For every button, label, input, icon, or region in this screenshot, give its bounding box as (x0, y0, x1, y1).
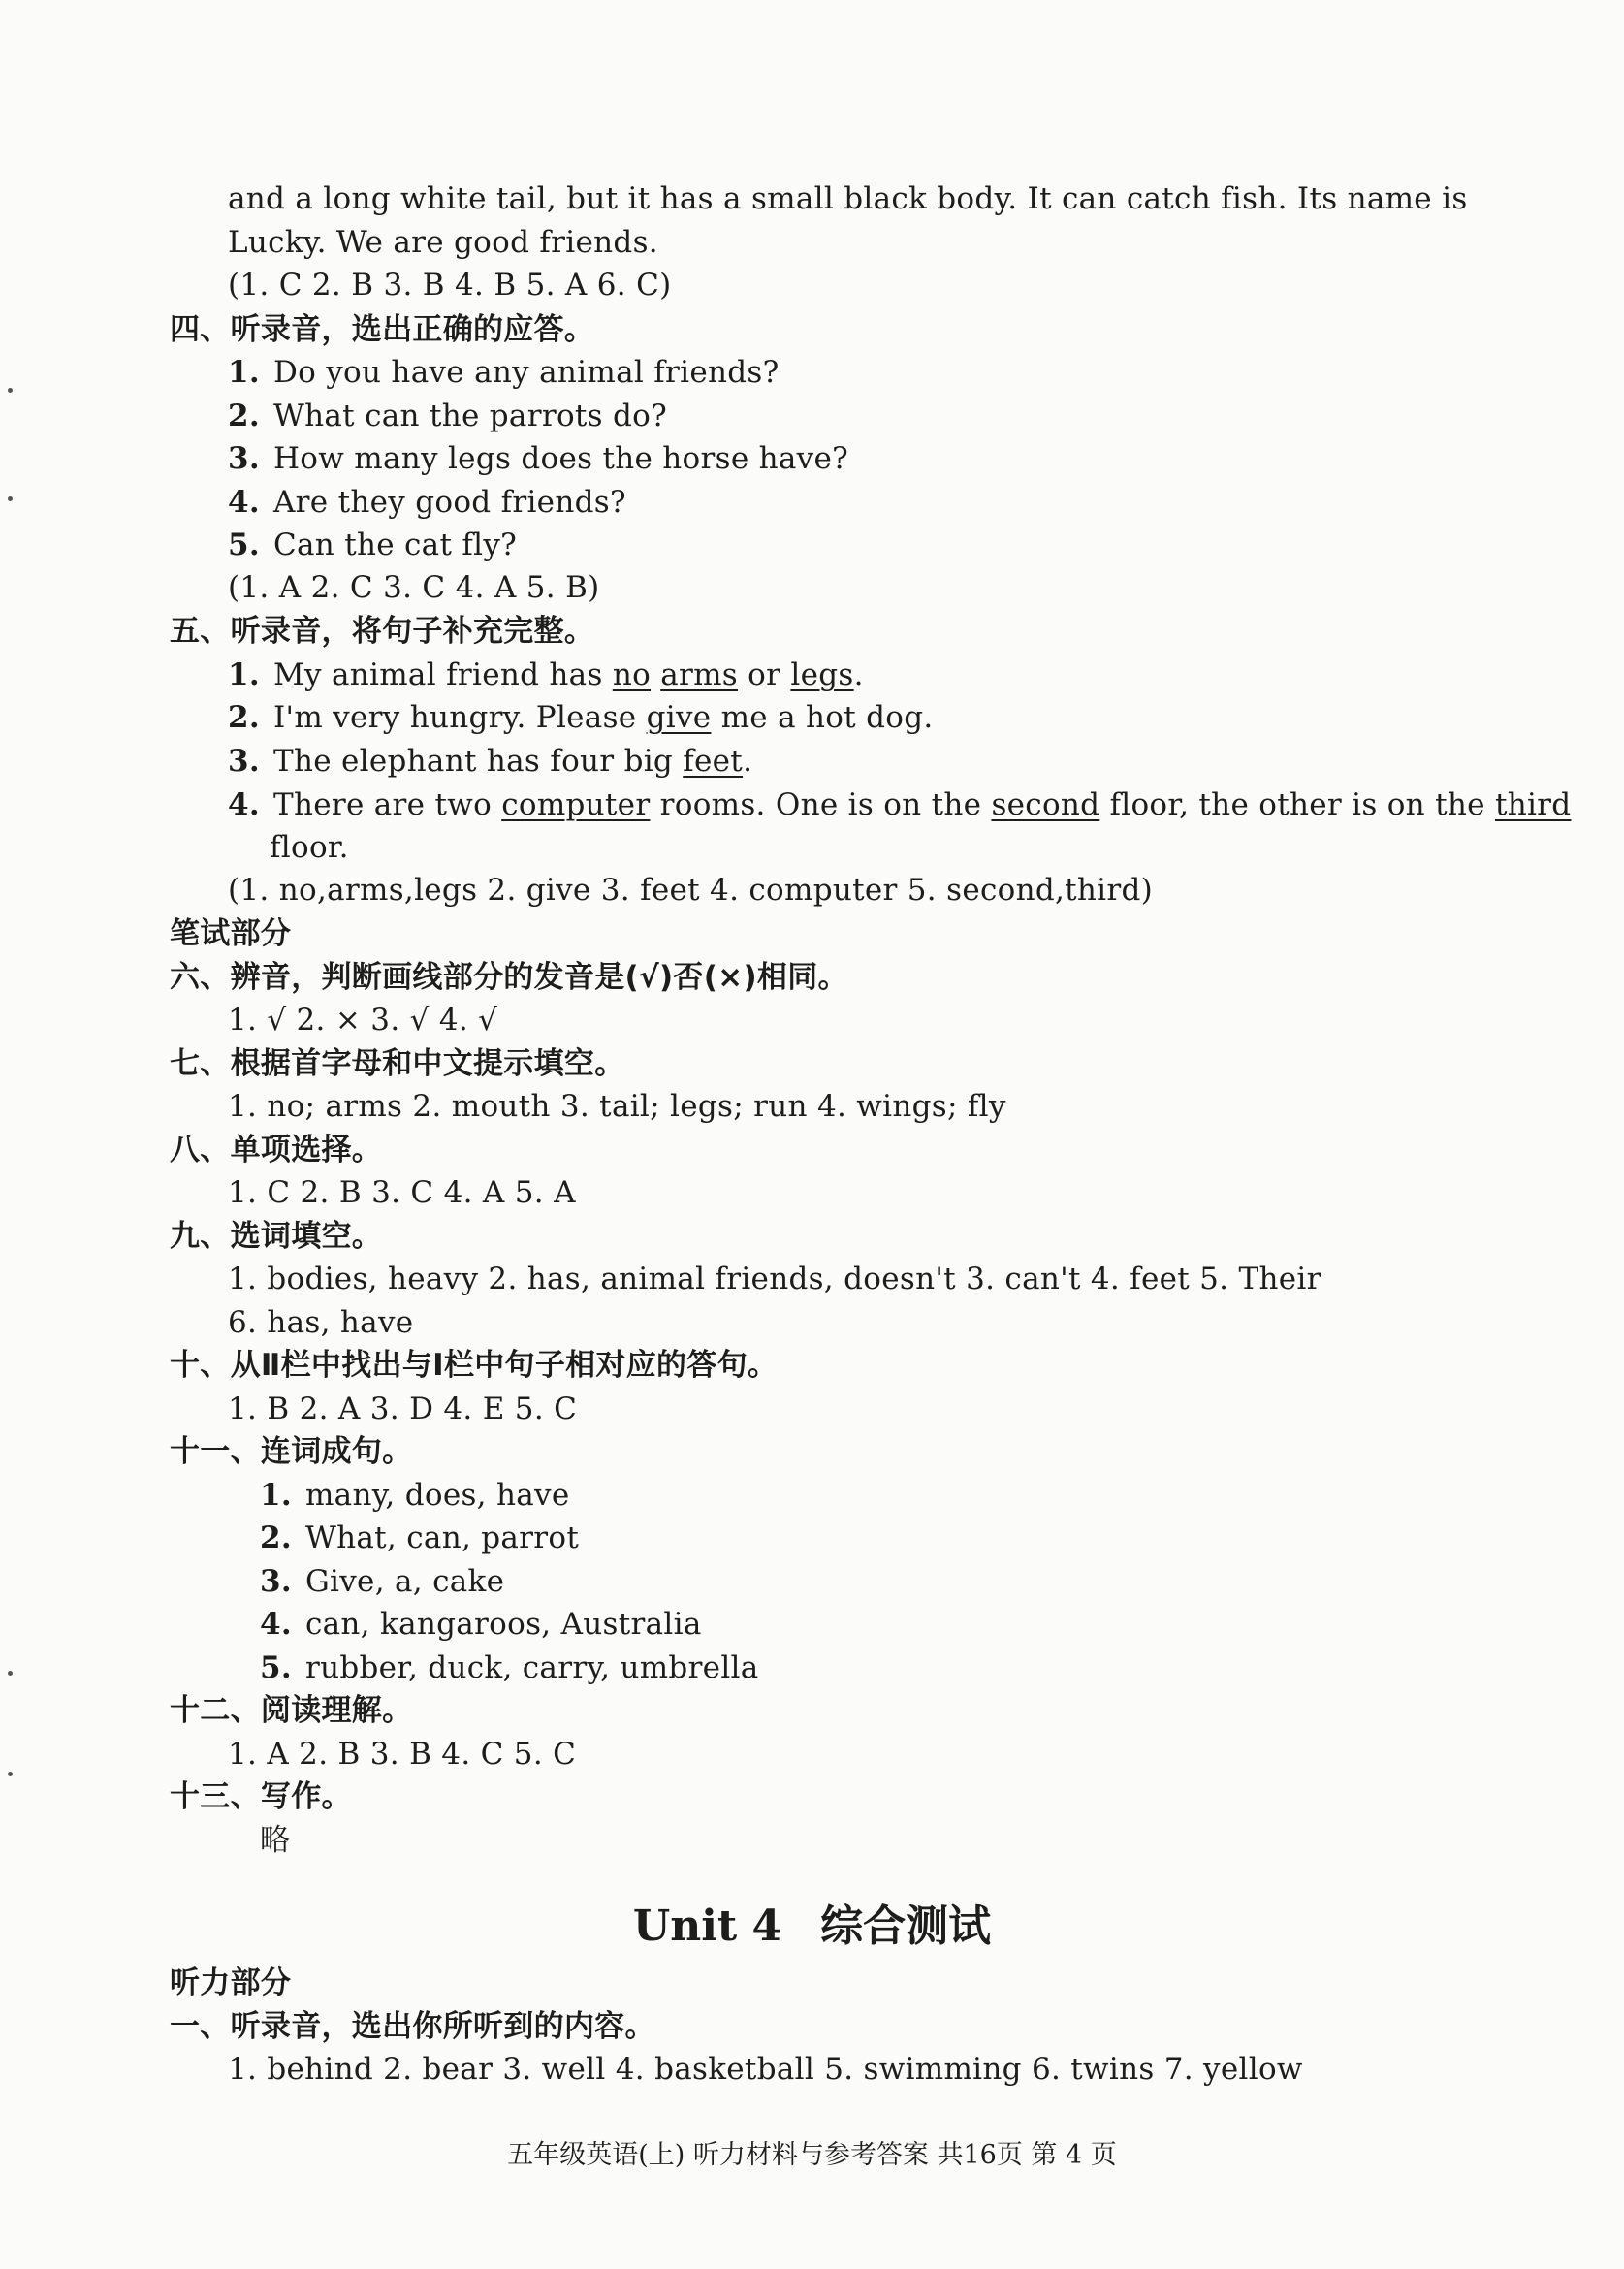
section-heading: 四、听录音，选出正确的应答。 (170, 312, 595, 347)
unit-title: Unit 4 综合测试 (632, 1901, 992, 1951)
scan-mark (8, 388, 13, 393)
section-heading: 一、听录音，选出你所听到的内容。 (170, 2009, 655, 2044)
answer-line: 1. bodies, heavy 2. has, animal friends, doesn't 3. can't 4. feet 5. Their (228, 1262, 1321, 1296)
list-item: 2. What can the parrots do? (228, 399, 668, 433)
list-item: 2. I'm very hungry. Please give me a hot dog. (228, 700, 934, 735)
section-heading: 十二、阅读理解。 (170, 1693, 413, 1728)
passage-line: Lucky. We are good friends. (228, 225, 658, 260)
scan-mark (8, 1671, 13, 1676)
scan-mark (8, 1772, 13, 1776)
answer-line: 1. √ 2. × 3. √ 4. √ (228, 1003, 498, 1038)
list-item: 3. How many legs does the horse have? (228, 441, 849, 476)
list-item: 4. Are they good friends? (228, 485, 626, 520)
list-item: 5. Can the cat fly? (228, 527, 518, 562)
answer-line: 略 (260, 1823, 291, 1858)
section-heading: 十一、连词成句。 (170, 1434, 413, 1469)
section-heading: 十三、写作。 (170, 1779, 352, 1814)
part-heading: 笔试部分 (170, 916, 292, 951)
answer-line: (1. A 2. C 3. C 4. A 5. B) (228, 570, 600, 605)
answer-line: 1. behind 2. bear 3. well 4. basketball 5. swimming 6. twins 7. yellow (228, 2052, 1303, 2087)
answer-line: 1. no; arms 2. mouth 3. tail; legs; run 4. wings; fly (228, 1089, 1006, 1124)
answer-line: (1. no,arms,legs 2. give 3. feet 4. computer 5. second,third) (228, 873, 1154, 908)
answer-line: (1. C 2. B 3. B 4. B 5. A 6. C) (228, 268, 672, 303)
list-item-continuation: floor. (270, 830, 349, 865)
list-item: 1. many, does, have (260, 1478, 570, 1513)
list-item: 2. What, can, parrot (260, 1520, 580, 1555)
answer-line: 1. B 2. A 3. D 4. E 5. C (228, 1391, 578, 1426)
page-footer: 五年级英语(上) 听力材料与参考答案 共16页 第 4 页 (507, 2140, 1117, 2170)
answer-line: 1. A 2. B 3. B 4. C 5. C (228, 1737, 577, 1772)
section-heading: 八、单项选择。 (170, 1133, 383, 1167)
section-heading: 六、辨音，判断画线部分的发音是(√)否(×)相同。 (170, 960, 848, 995)
scan-mark (8, 496, 13, 501)
list-item: 3. Give, a, cake (260, 1564, 505, 1599)
list-item: 5. rubber, duck, carry, umbrella (260, 1650, 759, 1685)
section-heading: 九、选词填空。 (170, 1219, 383, 1254)
answer-line: 1. C 2. B 3. C 4. A 5. A (228, 1175, 576, 1210)
section-heading: 五、听录音，将句子补充完整。 (170, 614, 595, 649)
list-item: 1. Do you have any animal friends? (228, 355, 780, 390)
list-item: 4. There are two computer rooms. One is on the second floor, the other is on the third (228, 787, 1572, 822)
section-heading: 十、从Ⅱ栏中找出与Ⅰ栏中句子相对应的答句。 (170, 1348, 779, 1383)
answer-line: 6. has, have (228, 1305, 414, 1340)
part-heading: 听力部分 (170, 1965, 292, 2000)
list-item: 1. My animal friend has no arms or legs. (228, 657, 864, 692)
section-heading: 七、根据首字母和中文提示填空。 (170, 1046, 625, 1081)
passage-line: and a long white tail, but it has a small black body. It can catch fish. Its name is (228, 181, 1468, 216)
list-item: 3. The elephant has four big feet. (228, 744, 753, 779)
list-item: 4. can, kangaroos, Australia (260, 1607, 702, 1642)
